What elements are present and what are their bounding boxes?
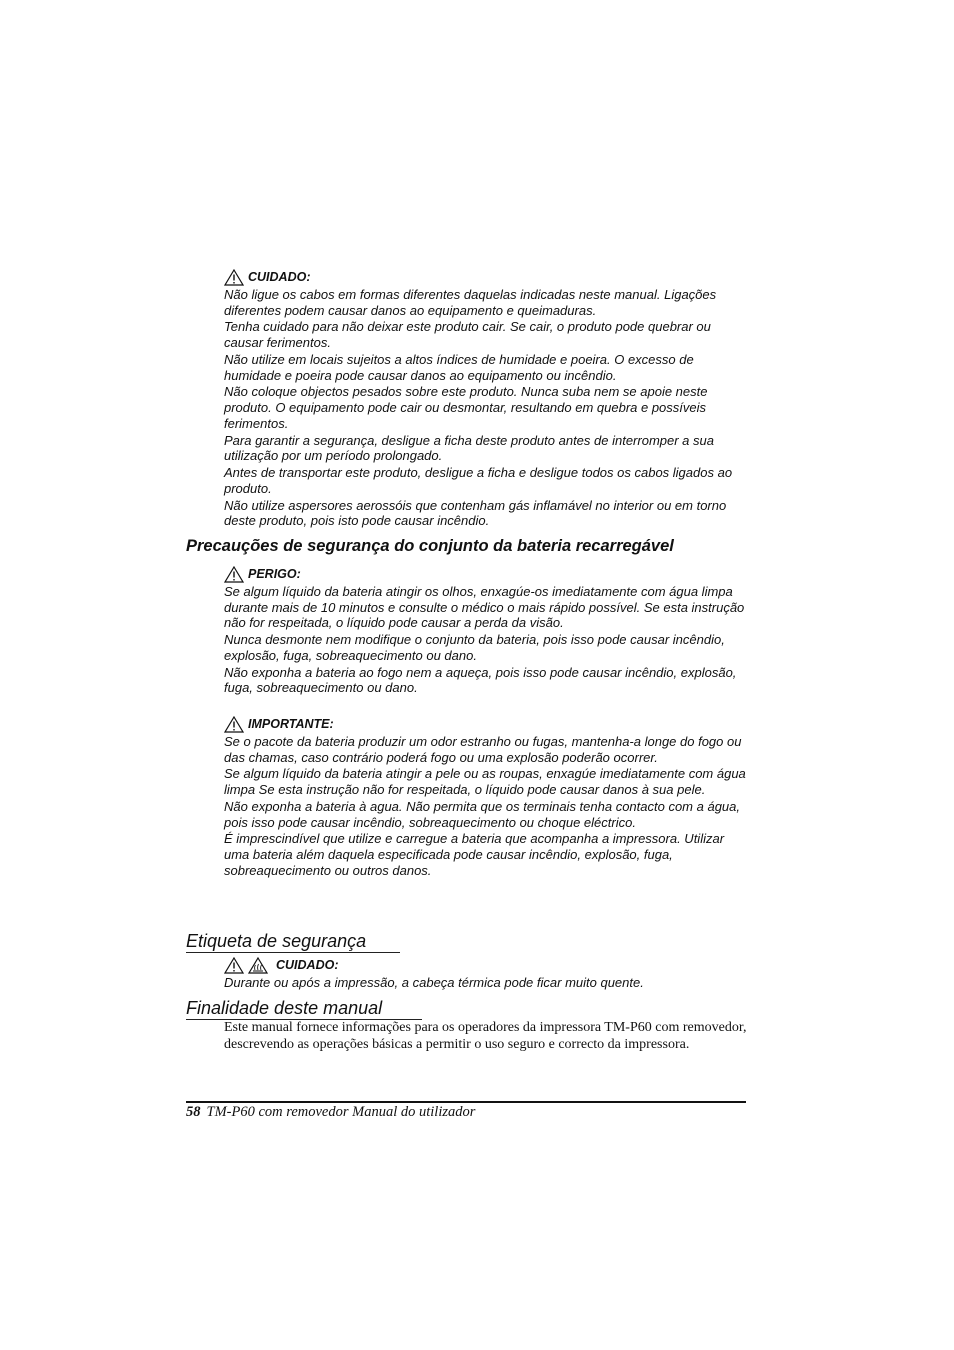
warning-triangle-icon [224,957,244,974]
important-paragraph: Se o pacote da bateria produzir um odor estranho ou fugas, mantenha-a longe do fogo ou das chamas, caso contrário poderá fogo ou uma explosão poderão ocorrer. [224,734,742,765]
caution-header [224,955,748,975]
important-paragraph: Não exponha a bateria à agua. Não permita que os terminais tenha contacto com a água, pois isso pode causar incêndio, sobreaquecimento ou choque eléctrico. [224,798,740,830]
important-title: IMPORTANTE: [248,717,334,731]
danger-title: PERIGO: [248,567,301,581]
danger-header [224,564,748,584]
caution-paragraph: Não ligue os cabos em formas diferentes daquelas indicadas neste manual. Ligações diferentes podem causar danos ao equipamento e queimaduras. [224,287,717,318]
page-footer [186,1104,475,1121]
warning-triangle-icon [224,716,244,733]
important-paragraph: É imprescindível que utilize e carregue a bateria que acompanha a impressora. Utilizar uma bateria além daquela especificada pode causar incêndio, explosão, fuga, sobreaquecimento ou outros danos. [224,831,725,878]
caution-title: CUIDADO: [276,958,339,972]
hot-surface-icon [248,957,268,974]
page-number: 58 [186,1104,201,1120]
warning-triangle-icon [224,269,244,286]
warning-triangle-icon [224,566,244,583]
safety-label-heading: Etiqueta de segurança [186,930,400,953]
danger-notice [224,564,748,697]
hot-surface-caution-notice [224,955,748,992]
footer-divider [186,1101,746,1103]
caution-paragraph: Não utilize aspersores aerossóis que contenham gás inflamável no interior ou em torno deste produto, pois isto pode causar incêndio. [224,497,727,529]
document-title: TM-P60 com removedor Manual do utilizador [206,1104,476,1120]
important-header [224,714,748,734]
danger-paragraph: Nunca desmonte nem modifique o conjunto da bateria, pois isso pode causar incêndio, explosão, fuga, sobreaquecimento ou dano. [224,632,725,663]
caution-title: CUIDADO: [248,270,311,284]
caution-paragraph: Não coloque objectos pesados sobre este produto. Nunca suba nem se apoie neste produto. O equipamento pode cair ou desmontar, resultando em quebra e possíveis ferimentos. [224,384,708,431]
important-paragraph: Se algum líquido da bateria atingir a pele ou as roupas, enxagúe imediatamente com água limpa Se esta instrução não for respeitada, o líquido pode causar danos à sua pele. [224,766,746,798]
manual-purpose-text: Este manual fornece informações para os operadores da impressora TM-P60 com removedor, descrevendo as operações básicas a permitir o uso seguro e correcto da impressora. [224,1020,747,1052]
caution-paragraph: Antes de transportar este produto, desligue a ficha e desligue todos os cabos ligados ao produto. [224,465,733,496]
caution-notice [224,267,748,530]
manual-purpose-heading: Finalidade deste manual [186,997,422,1020]
important-notice [224,714,748,880]
caution-paragraph: Durante ou após a impressão, a cabeça térmica pode ficar muito quente. [224,975,644,990]
caution-paragraph: Para garantir a segurança, desligue a ficha deste produto antes de interromper a sua utilização por um período prolongado. [224,432,714,464]
danger-paragraph: Se algum líquido da bateria atingir os olhos, enxagúe-os imediatamente com água limpa durante mais de 10 minutos e consulte o médico o mais rápido possível. Se esta instrução não for respeitada, o líquido pode causar a perda da visão. [224,584,745,631]
caution-header [224,267,748,287]
battery-section-heading: Precauções de segurança do conjunto da bateria recarregável [186,537,674,555]
danger-paragraph: Não exponha a bateria ao fogo nem a aqueça, pois isso pode causar incêndio, explosão, fuga, sobreaquecimento ou dano. [224,664,737,696]
caution-paragraph: Tenha cuidado para não deixar este produto cair. Se cair, o produto pode quebrar ou causar ferimentos. [224,319,711,351]
caution-paragraph: Não utilize em locais sujeitos a altos índices de humidade e poeira. O excesso de humidade e poeira pode causar danos ao equipamento ou incêndio. [224,351,694,383]
